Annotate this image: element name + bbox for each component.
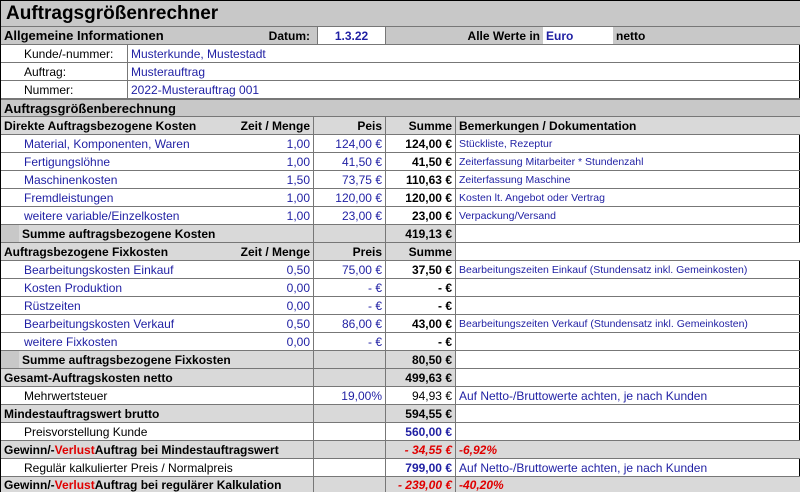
fixed-cost-price-input[interactable]: - € <box>313 333 385 350</box>
profit-regular-value: - 239,00 € <box>385 477 455 492</box>
fixed-header-price: Preis <box>313 243 385 260</box>
general-header-row <box>1 27 800 45</box>
profit-regular-label-a: Gewinn/- <box>4 478 55 492</box>
regular-row <box>1 459 800 477</box>
vat-row <box>1 387 800 405</box>
direct-header-price: Peis <box>313 117 385 134</box>
vat-label: Mehrwertsteuer <box>24 388 108 403</box>
fixed-total-row <box>1 351 800 369</box>
number-input[interactable]: 2022-Musterauftrag 001 <box>127 81 457 98</box>
fixed-cost-remark <box>455 297 800 314</box>
fixed-cost-remark <box>455 279 800 296</box>
currency-suffix: netto <box>613 27 800 44</box>
fixed-cost-price-input[interactable]: - € <box>313 279 385 296</box>
fixed-cost-sum: - € <box>385 333 455 350</box>
direct-cost-price-input[interactable]: 120,00 € <box>313 189 385 206</box>
direct-cost-sum: 110,63 € <box>385 171 455 188</box>
offer-row <box>1 423 800 441</box>
direct-cost-qty-input[interactable]: 1,00 <box>286 154 310 169</box>
profit-min-pct: -6,92% <box>455 441 800 458</box>
fixed-cost-price-input[interactable]: - € <box>313 297 385 314</box>
fixed-cost-qty-input[interactable]: 0,50 <box>286 262 310 277</box>
page-title: Auftragsgrößenrechner <box>6 2 219 24</box>
direct-cost-price-input[interactable]: 41,50 € <box>313 153 385 170</box>
direct-cost-qty-input[interactable]: 1,00 <box>286 208 310 223</box>
direct-cost-sum: 120,00 € <box>385 189 455 206</box>
net-total-row <box>1 369 800 387</box>
date-input[interactable]: 1.3.22 <box>317 27 385 44</box>
fixed-cost-sum: 43,00 € <box>385 315 455 332</box>
direct-cost-remark: Kosten lt. Angebot oder Vertrag <box>455 189 800 206</box>
direct-cost-label: weitere variable/Einzelkosten <box>24 208 180 223</box>
fixed-header-row <box>1 243 800 261</box>
fixed-cost-row <box>1 279 800 297</box>
fixed-cost-label: Bearbeitungskosten Einkauf <box>24 262 174 277</box>
direct-cost-price-input[interactable]: 124,00 € <box>313 135 385 152</box>
fixed-total-label: Summe auftragsbezogene Fixkosten <box>19 351 313 368</box>
fixed-cost-sum: - € <box>385 279 455 296</box>
vat-value: 94,93 € <box>385 387 455 404</box>
fixed-cost-remark <box>455 333 800 350</box>
fixed-cost-label: Kosten Produktion <box>24 280 123 295</box>
profit-regular-pct: -40,20% <box>455 477 800 492</box>
fixed-cost-row <box>1 297 800 315</box>
direct-cost-qty-input[interactable]: 1,00 <box>286 136 310 151</box>
general-heading: Allgemeine Informationen <box>1 27 241 44</box>
fixed-cost-label: Rüstzeiten <box>24 298 81 313</box>
min-value: 594,55 € <box>385 405 455 422</box>
direct-cost-label: Maschinenkosten <box>24 172 118 187</box>
direct-header-remarks: Bemerkungen / Dokumentation <box>455 117 800 134</box>
direct-cost-sum: 41,50 € <box>385 153 455 170</box>
regular-label: Regulär kalkulierter Preis / Normalpreis <box>24 460 233 475</box>
direct-cost-sum: 23,00 € <box>385 207 455 224</box>
direct-cost-price-input[interactable]: 73,75 € <box>313 171 385 188</box>
direct-cost-label: Material, Komponenten, Waren <box>24 136 190 151</box>
fixed-cost-sum: - € <box>385 297 455 314</box>
fixed-cost-price-input[interactable]: 86,00 € <box>313 315 385 332</box>
direct-total-row <box>1 225 800 243</box>
direct-cost-price-input[interactable]: 23,00 € <box>313 207 385 224</box>
profit-regular-label-loss: Verlust <box>54 478 95 492</box>
min-value-label: Mindestauftragswert brutto <box>1 405 313 422</box>
direct-total-value: 419,13 € <box>385 225 455 242</box>
direct-cost-remark: Zeiterfassung Maschine <box>455 171 800 188</box>
fixed-cost-label: weitere Fixkosten <box>24 334 118 349</box>
date-label: Datum: <box>241 27 313 44</box>
profit-regular-row <box>1 477 800 492</box>
direct-cost-row <box>1 171 800 189</box>
vat-rate-input[interactable]: 19,00% <box>313 387 385 404</box>
profit-min-label-a: Gewinn/- <box>4 442 55 457</box>
net-total-label: Gesamt-Auftragskosten netto <box>1 369 313 386</box>
order-row <box>1 63 800 81</box>
direct-cost-row <box>1 189 800 207</box>
profit-min-label-c: Auftrag bei Mindestauftragswert <box>94 442 279 457</box>
currency-prefix: Alle Werte in <box>455 27 543 44</box>
fixed-cost-qty-input[interactable]: 0,00 <box>286 280 310 295</box>
order-label: Auftrag: <box>24 64 67 79</box>
profit-min-row <box>1 441 800 459</box>
profit-regular-label <box>1 477 313 492</box>
profit-regular-label-c: Auftrag bei regulärer Kalkulation <box>94 478 282 492</box>
fixed-cost-row <box>1 333 800 351</box>
direct-cost-qty-input[interactable]: 1,00 <box>286 190 310 205</box>
direct-cost-remark: Zeiterfassung Mitarbeiter * Stundenzahl <box>455 153 800 170</box>
direct-cost-row <box>1 153 800 171</box>
direct-cost-qty-input[interactable]: 1,50 <box>286 172 310 187</box>
order-input[interactable]: Musterauftrag <box>127 63 457 80</box>
direct-total-label: Summe auftragsbezogene Kosten <box>19 225 313 242</box>
number-label: Nummer: <box>24 82 74 97</box>
direct-header-row <box>1 117 800 135</box>
direct-cost-row <box>1 135 800 153</box>
fixed-cost-sum: 37,50 € <box>385 261 455 278</box>
customer-row <box>1 45 800 63</box>
fixed-cost-price-input[interactable]: 75,00 € <box>313 261 385 278</box>
calc-heading: Auftragsgrößenberechnung <box>4 100 176 116</box>
direct-cost-remark: Verpackung/Versand <box>455 207 800 224</box>
profit-min-value: - 34,55 € <box>385 441 455 458</box>
fixed-total-value: 80,50 € <box>385 351 455 368</box>
fixed-cost-remark: Bearbeitungszeiten Einkauf (Stundensatz inkl. Gemeinkosten) <box>455 261 800 278</box>
offer-input[interactable]: 560,00 € <box>385 423 455 440</box>
fixed-cost-row <box>1 261 800 279</box>
fixed-cost-qty-input[interactable]: 0,00 <box>286 298 310 313</box>
fixed-header-sum: Summe <box>385 243 455 260</box>
fixed-cost-row <box>1 315 800 333</box>
fixed-cost-remark: Bearbeitungszeiten Verkauf (Stundensatz inkl. Gemeinkosten) <box>455 315 800 332</box>
offer-label: Preisvorstellung Kunde <box>24 424 148 439</box>
customer-input[interactable]: Musterkunde, Mustestadt <box>127 45 457 62</box>
fixed-cost-label: Bearbeitungskosten Verkauf <box>24 316 175 331</box>
fixed-header-label: Auftragsbezogene Fixkosten <box>4 244 169 259</box>
regular-remark: Auf Netto-/Bruttowerte achten, je nach Kunden <box>455 459 800 476</box>
direct-cost-row <box>1 207 800 225</box>
calc-heading-row <box>1 99 800 117</box>
regular-input[interactable]: 799,00 € <box>385 459 455 476</box>
direct-cost-remark: Stückliste, Rezeptur <box>455 135 800 152</box>
number-row <box>1 81 800 99</box>
direct-header-qty: Zeit / Menge <box>240 118 310 133</box>
currency-input[interactable]: Euro <box>543 27 613 44</box>
profit-min-label <box>1 441 313 458</box>
min-value-row <box>1 405 800 423</box>
fixed-header-qty: Zeit / Menge <box>240 244 310 259</box>
vat-remark: Auf Netto-/Bruttowerte achten, je nach Kunden <box>455 387 800 404</box>
profit-min-label-loss: Verlust <box>54 442 95 457</box>
fixed-cost-qty-input[interactable]: 0,00 <box>286 334 310 349</box>
direct-cost-sum: 124,00 € <box>385 135 455 152</box>
title-row <box>1 1 800 27</box>
direct-cost-label: Fertigungslöhne <box>24 154 111 169</box>
customer-label: Kunde/-nummer: <box>24 46 114 61</box>
net-total-value: 499,63 € <box>385 369 455 386</box>
direct-cost-label: Fremdleistungen <box>24 190 114 205</box>
direct-header-label: Direkte Auftragsbezogene Kosten <box>4 118 197 133</box>
fixed-cost-qty-input[interactable]: 0,50 <box>286 316 310 331</box>
direct-header-sum: Summe <box>385 117 455 134</box>
